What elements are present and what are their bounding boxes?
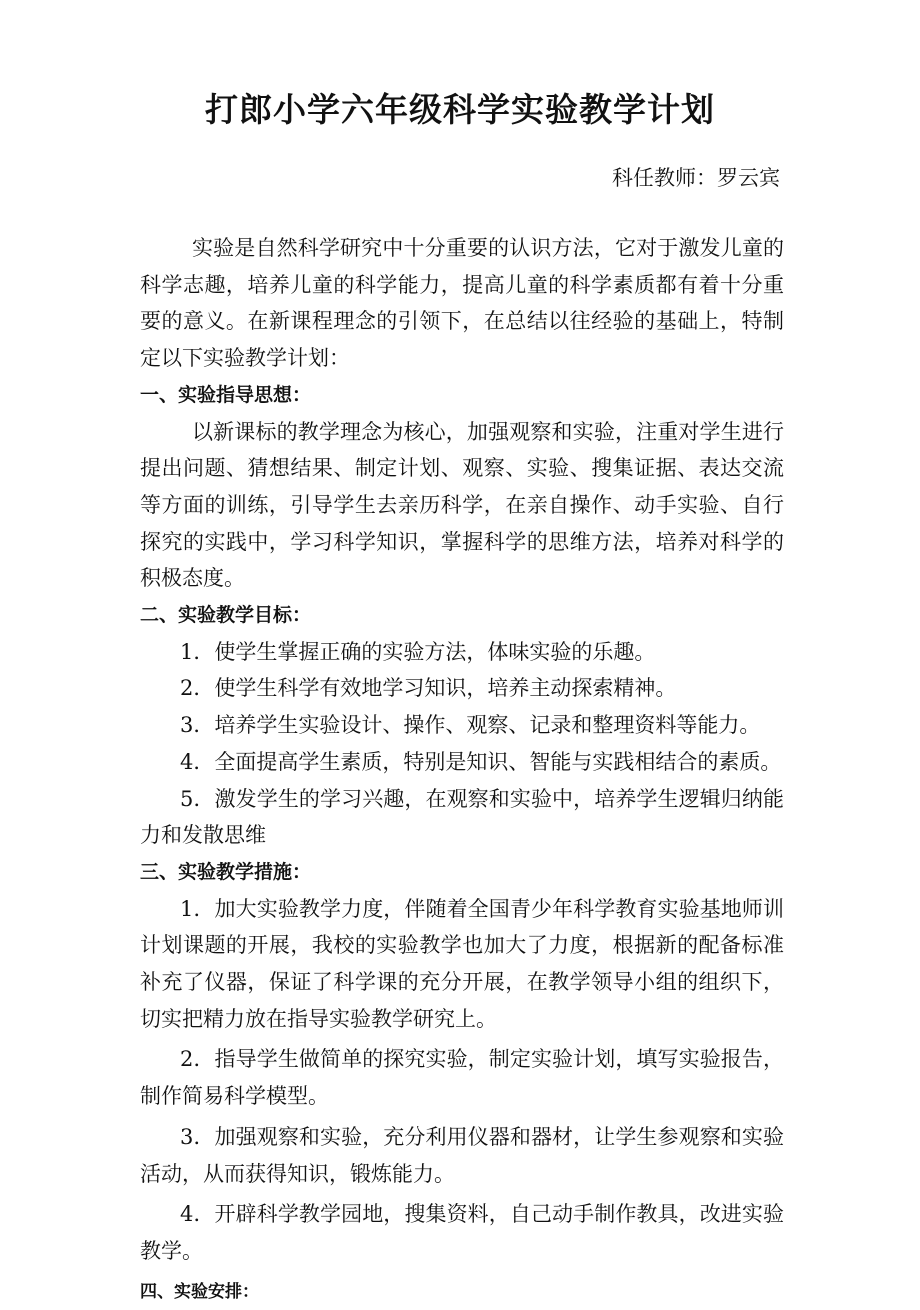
section-heading-goals: 二、实验教学目标： [140, 604, 312, 627]
section-heading-arrangement: 四、实验安排： [140, 1281, 259, 1302]
measure-item: 4．开辟科学教学园地，搜集资料，自己动手制作教具，改进实验教学。 [140, 1202, 784, 1263]
measure-item: 2．指导学生做简单的探究实验，制定实验计划，填写实验报告，制作简易科学模型。 [140, 1047, 784, 1109]
document-body [140, 230, 784, 1310]
goal-item: 5．激发学生的学习兴趣，在观察和实验中，培养学生逻辑归纳能力和发散思维 [140, 786, 784, 848]
author-line: 科任教师：罗云宾 [612, 166, 780, 190]
intro-paragraph: 实验是自然科学研究中十分重要的认识方法，它对于激发儿童的科学志趣，培养儿童的科学能力，提高儿童的科学素质都有着十分重要的意义。在新课程理念的引领下，在总结以往经验的基础上，特制定以下实验教学计划： [140, 236, 784, 371]
measure-item: 1．加大实验教学力度，伴随着全国青少年科学教育实验基地师训计划课题的开展，我校的实验教学也加大了力度，根据新的配备标准补充了仪器，保证了科学课的充分开展，在教学领导小组的组织下，切实把精力放在指导实验教学研究上。 [140, 896, 784, 1031]
goal-item: 2．使学生科学有效地学习知识，培养主动探索精神。 [180, 676, 677, 701]
goal-item: 1．使学生掌握正确的实验方法，体味实验的乐趣。 [180, 639, 656, 664]
goal-item: 4．全面提高学生素质，特别是知识、智能与实践相结合的素质。 [180, 749, 782, 774]
section-heading-guiding-idea: 一、实验指导思想： [140, 383, 312, 406]
measure-item: 3．加强观察和实验，充分利用仪器和器材，让学生参观察和实验活动，从而获得知识，锻炼能力。 [140, 1124, 784, 1186]
goal-item: 3．培养学生实验设计、操作、观察、记录和整理资料等能力。 [180, 713, 761, 738]
guiding-idea-paragraph: 以新课标的教学理念为核心，加强观察和实验，注重对学生进行提出问题、猜想结果、制定计划、观察、实验、搜集证据、表达交流等方面的训练，引导学生去亲历科学，在亲自操作、动手实验、自行探究的实践中，学习科学知识，掌握科学的思维方法，培养对科学的积极态度。 [140, 419, 784, 591]
document-title: 打郎小学六年级科学实验教学计划 [205, 90, 715, 129]
section-heading-measures: 三、实验教学措施： [140, 860, 312, 883]
